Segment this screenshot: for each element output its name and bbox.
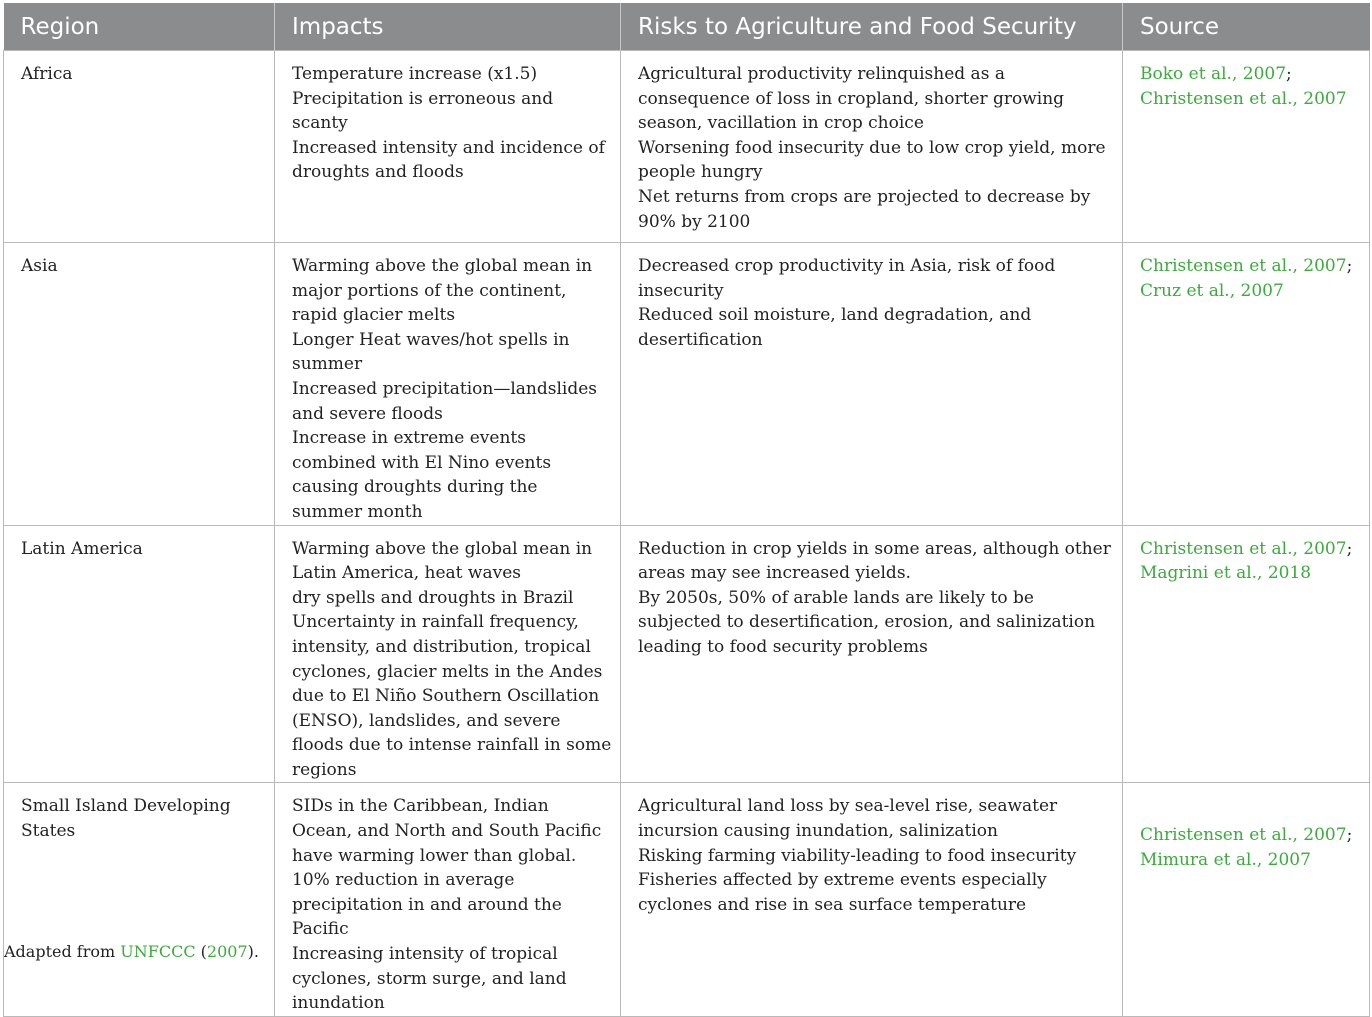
risks-cell <box>621 51 1123 243</box>
table-footnote <box>4 942 259 961</box>
source-link[interactable]: Magrini et al., 2018 <box>1140 563 1312 584</box>
impacts-cell <box>275 51 621 243</box>
region-cell: Asia <box>4 243 275 526</box>
table-row <box>4 243 1370 526</box>
impact-item: 10% reduction in average precipitation in and around the Pacific <box>292 870 562 940</box>
risk-item: Agricultural productivity relinquished as a consequence of loss in cropland, shorter growing season, vacillation in crop choice <box>638 64 1065 134</box>
impact-item: SIDs in the Caribbean, Indian Ocean, and North and South Pacific have warming lower than global. <box>292 796 602 866</box>
source-link[interactable]: Mimura et al., 2007 <box>1140 850 1311 871</box>
table-header-row <box>4 3 1370 51</box>
footnote-open: ( <box>195 942 207 961</box>
source-cell: Boko et al., 2007; Christensen et al., 2007 <box>1123 51 1370 243</box>
impact-item: Longer Heat waves/hot spells in summer <box>292 329 570 375</box>
impact-item: Warming above the global mean in Latin America, heat waves <box>292 538 593 584</box>
footnote-year-link[interactable]: 2007 <box>206 942 248 961</box>
header-region: Region <box>4 3 275 51</box>
source-link[interactable]: Christensen et al., 2007 <box>1140 256 1347 276</box>
climate-impacts-table <box>3 3 1370 1017</box>
impacts-cell <box>275 783 621 1016</box>
risk-item: Reduced soil moisture, land degradation, and desertification <box>638 305 1032 350</box>
impact-item: dry spells and droughts in Brazil <box>292 587 574 608</box>
region-cell: Latin America <box>4 525 275 783</box>
table-row <box>4 783 1370 1016</box>
table-row <box>4 51 1370 243</box>
risk-item: Fisheries affected by extreme events especially cyclones and rise in sea surface temperature <box>638 870 1047 915</box>
risk-item: Worsening food insecurity due to low crop yield, more people hungry <box>638 137 1106 183</box>
source-cell: Christensen et al., 2007; Magrini et al., 2018 <box>1123 525 1370 783</box>
source-link[interactable]: Boko et al., 2007 <box>1140 64 1287 84</box>
risks-cell <box>621 243 1123 526</box>
impact-item: Increased precipitation—landslides and severe floods <box>292 378 598 424</box>
impacts-cell <box>275 243 621 526</box>
risk-item: Net returns from crops are projected to decrease by 90% by 2100 <box>638 186 1091 232</box>
risks-cell <box>621 783 1123 1016</box>
impact-item: Increase in extreme events combined with El Nino events causing droughts during the summer month <box>292 428 552 522</box>
impact-item: Precipitation is erroneous and scanty <box>292 88 554 134</box>
impact-item: Increasing intensity of tropical cyclones, storm surge, and land inundation <box>292 944 567 1014</box>
risk-item: Agricultural land loss by sea-level rise, seawater incursion causing inundation, salinization <box>638 796 1058 842</box>
impact-item: Temperature increase (x1.5) <box>292 64 538 84</box>
source-link[interactable]: Christensen et al., 2007 <box>1140 88 1347 109</box>
impact-item: Increased intensity and incidence of droughts and floods <box>292 137 605 183</box>
risks-cell <box>621 525 1123 783</box>
risk-item: By 2050s, 50% of arable lands are likely to be subjected to desertification, erosion, and salinization leading to food security problems <box>638 587 1096 657</box>
impact-item: Warming above the global mean in major portions of the continent, rapid glacier melts <box>292 256 593 326</box>
table-row <box>4 525 1370 783</box>
header-source: Source <box>1123 3 1370 51</box>
header-risks: Risks to Agriculture and Food Security <box>621 3 1123 51</box>
impact-item: Uncertainty in rainfall frequency, intensity, and distribution, tropical cyclones, glacier melts in the Andes due to El Niño Southern Oscillation (ENSO), landslides, and severe floods due to intense rainfall in some regions <box>292 612 612 780</box>
region-cell: Africa <box>4 51 275 243</box>
source-link[interactable]: Christensen et al., 2007 <box>1140 538 1347 559</box>
footnote-unfccc-link[interactable]: UNFCCC <box>120 942 196 961</box>
header-impacts: Impacts <box>275 3 621 51</box>
source-link[interactable]: Christensen et al., 2007 <box>1140 825 1347 846</box>
source-cell: Christensen et al., 2007; Mimura et al., 2007 <box>1123 783 1370 1016</box>
risk-item: Reduction in crop yields in some areas, although other areas may see increased yields. <box>638 538 1111 584</box>
source-cell: Christensen et al., 2007; Cruz et al., 2007 <box>1123 243 1370 526</box>
source-link[interactable]: Cruz et al., 2007 <box>1140 280 1284 301</box>
risk-item: Risking farming viability-leading to food insecurity <box>638 845 1077 866</box>
region-cell: Small Island Developing States <box>4 783 275 1016</box>
footnote-close: ). <box>247 942 259 961</box>
impacts-cell <box>275 525 621 783</box>
risk-item: Decreased crop productivity in Asia, risk of food insecurity <box>638 256 1056 301</box>
footnote-prefix: Adapted from <box>4 942 121 961</box>
